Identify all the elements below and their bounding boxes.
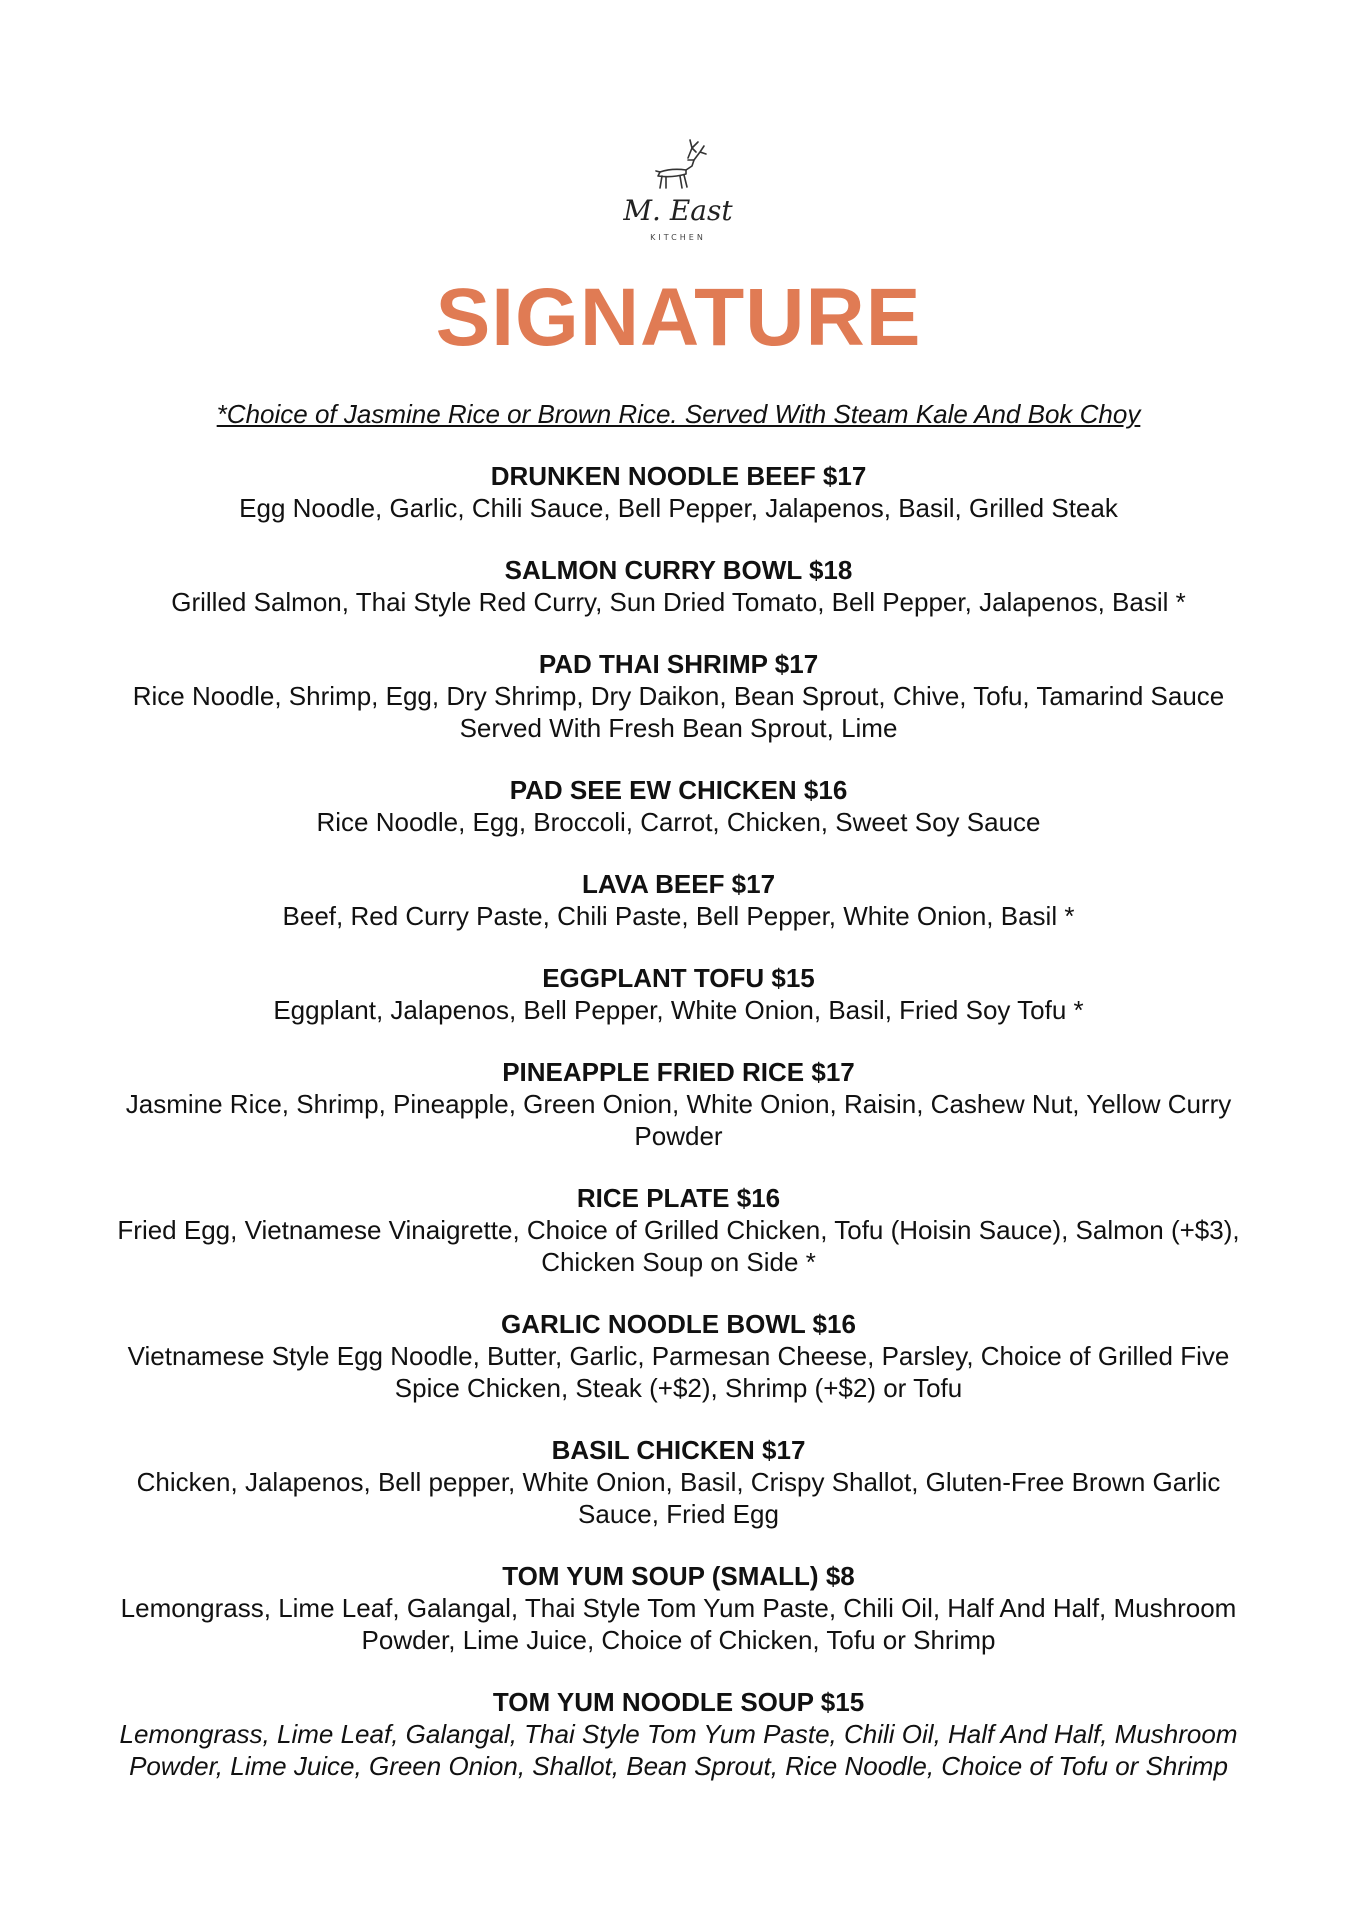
menu-item-name: LAVA BEEF $17 [581,869,776,899]
menu-item-description: Beef, Red Curry Paste, Chili Paste, Bell Pepper, White Onion, Basil * [282,901,1075,931]
menu-item-name: PAD SEE EW CHICKEN $16 [509,775,848,805]
menu-item [60,460,1297,524]
menu-item-description: Fried Egg, Vietnamese Vinaigrette, Choice of Grilled Chicken, Tofu (Hoisin Sauce), Salmon (+$3), [117,1215,1240,1245]
menu-item [60,1308,1297,1404]
menu-item [60,1056,1297,1152]
logo-subtext: KITCHEN [650,233,706,242]
menu-item-description: Served With Fresh Bean Sprout, Lime [459,713,898,743]
menu-item-description: Chicken Soup on Side * [541,1247,816,1277]
menu-item [60,1560,1297,1656]
menu-item-name: PAD THAI SHRIMP $17 [538,649,819,679]
menu-item-description: Sauce, Fried Egg [578,1499,779,1529]
menu-item [60,774,1297,838]
menu-item-description: Powder, Lime Juice, Green Onion, Shallot, Bean Sprout, Rice Noodle, Choice of Tofu or Shrimp [129,1751,1228,1781]
menu-item-name: TOM YUM NOODLE SOUP $15 [492,1687,865,1717]
menu-item-name: RICE PLATE $16 [576,1183,781,1213]
menu-item-description: Grilled Salmon, Thai Style Red Curry, Sun Dried Tomato, Bell Pepper, Jalapenos, Basil * [171,587,1186,617]
menu-item-description: Chicken, Jalapenos, Bell pepper, White Onion, Basil, Crispy Shallot, Gluten-Free Brown Garlic [136,1467,1221,1497]
menu-item [60,554,1297,618]
menu-item-description: Egg Noodle, Garlic, Chili Sauce, Bell Pepper, Jalapenos, Basil, Grilled Steak [239,493,1118,523]
menu-item-description: Spice Chicken, Steak (+$2), Shrimp (+$2) or Tofu [394,1373,963,1403]
menu-item-description: Jasmine Rice, Shrimp, Pineapple, Green Onion, White Onion, Raisin, Cashew Nut, Yellow Curry [125,1089,1232,1119]
menu-item-description: Vietnamese Style Egg Noodle, Butter, Garlic, Parmesan Cheese, Parsley, Choice of Grilled Five [127,1341,1230,1371]
page-title: SIGNATURE [435,272,922,363]
menu-item-description: Lemongrass, Lime Leaf, Galangal, Thai Style Tom Yum Paste, Chili Oil, Half And Half, Mushroom [119,1719,1238,1749]
menu-item-description: Powder, Lime Juice, Choice of Chicken, Tofu or Shrimp [361,1625,996,1655]
menu-item-description: Rice Noodle, Egg, Broccoli, Carrot, Chicken, Sweet Soy Sauce [316,807,1041,837]
menu-item-name: EGGPLANT TOFU $15 [542,963,815,993]
menu-item [60,1434,1297,1530]
restaurant-logo [588,130,768,245]
deer-logo-icon [588,130,768,245]
menu-item-description: Lemongrass, Lime Leaf, Galangal, Thai Style Tom Yum Paste, Chili Oil, Half And Half, Mushroom [120,1593,1237,1623]
menu-item-name: PINEAPPLE FRIED RICE $17 [502,1057,855,1087]
menu-item [60,868,1297,932]
menu-item [60,648,1297,744]
menu-item [60,962,1297,1026]
menu-item [60,1182,1297,1278]
menu-item-name: BASIL CHICKEN $17 [551,1435,806,1465]
menu-item-name: SALMON CURRY BOWL $18 [504,555,853,585]
menu-item-name: GARLIC NOODLE BOWL $16 [501,1309,856,1339]
menu-item-description: Powder [634,1121,723,1151]
menu-item [60,1686,1297,1782]
menu-list [60,460,1297,1812]
logo-wordmark: M. East [623,194,733,227]
menu-item-name: TOM YUM SOUP (SMALL) $8 [502,1561,855,1591]
menu-item-description: Rice Noodle, Shrimp, Egg, Dry Shrimp, Dry Daikon, Bean Sprout, Chive, Tofu, Tamarind Sauce [132,681,1225,711]
menu-item-description: Eggplant, Jalapenos, Bell Pepper, White Onion, Basil, Fried Soy Tofu * [273,995,1084,1025]
menu-item-name: DRUNKEN NOODLE BEEF $17 [490,461,867,491]
rice-choice-note: *Choice of Jasmine Rice or Brown Rice. Served With Steam Kale And Bok Choy [216,399,1141,429]
